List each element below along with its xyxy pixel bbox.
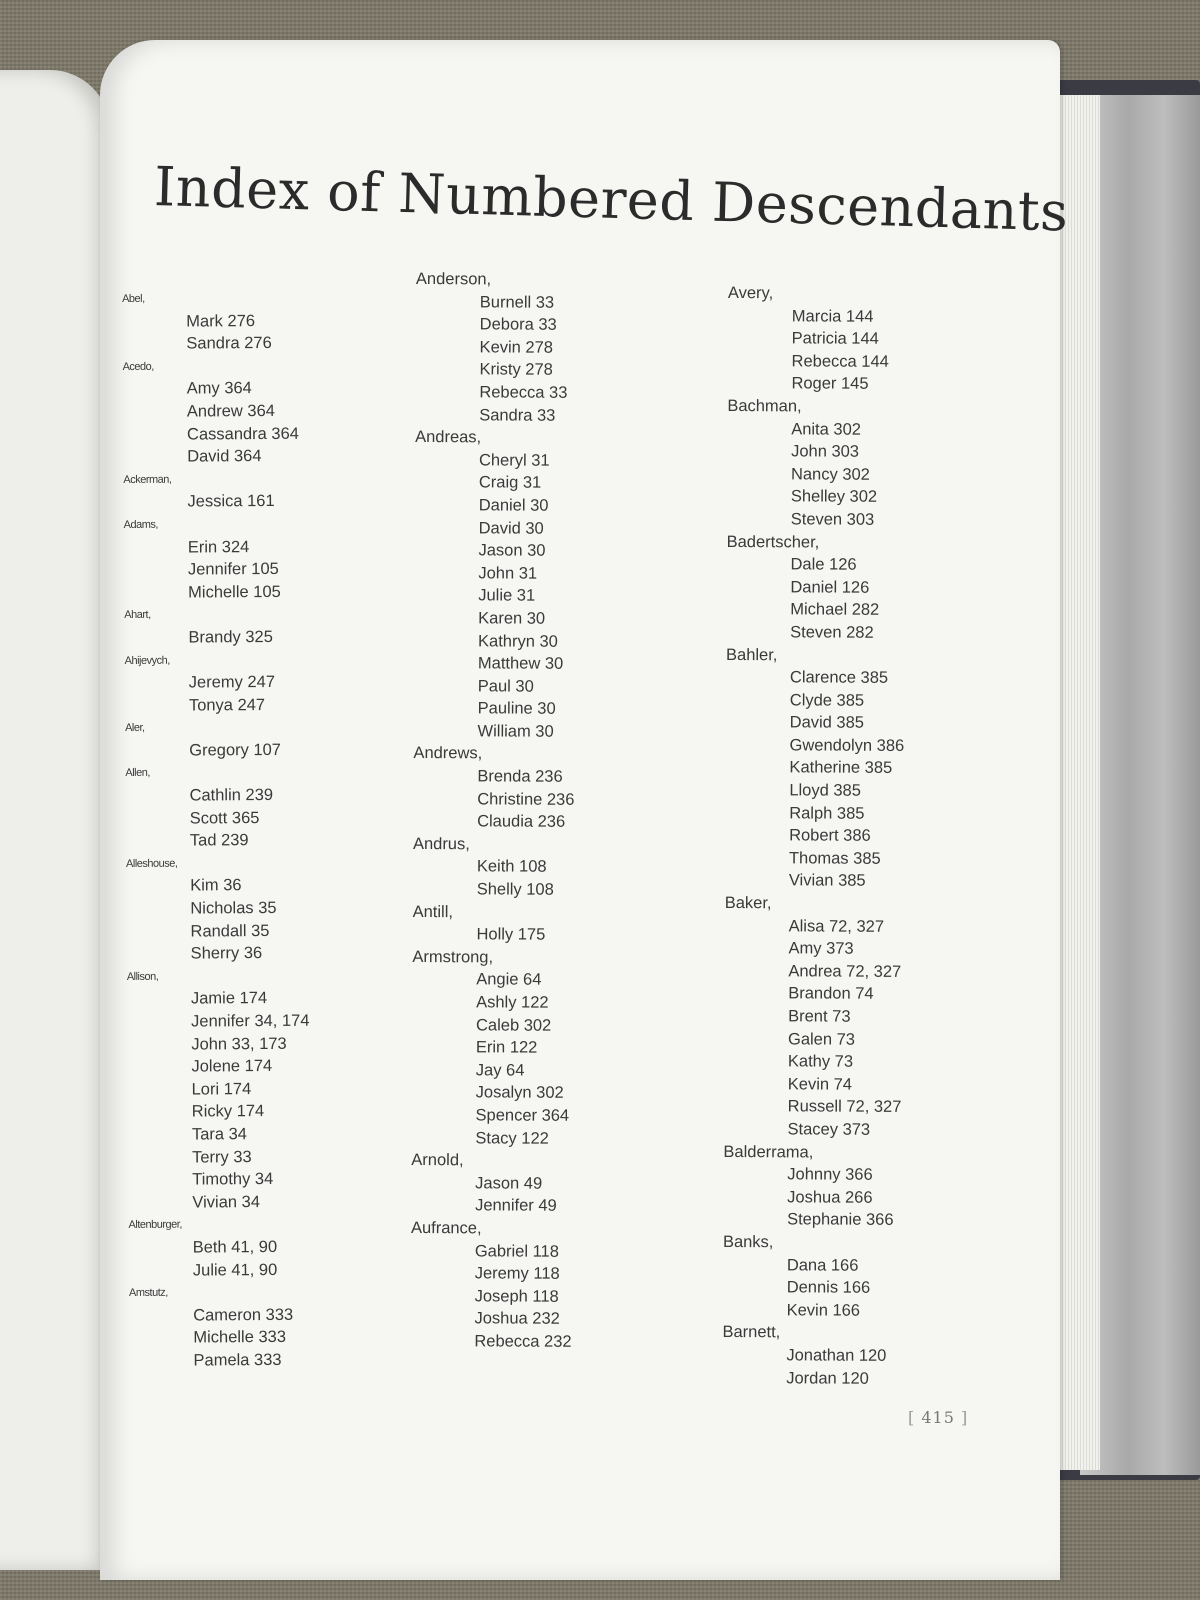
surname-heading: Aler, — [125, 722, 145, 735]
given-name-entry: Rebecca 144 — [791, 352, 889, 371]
given-name-entry: Daniel 126 — [790, 578, 870, 597]
given-name-entry: Jason 30 — [478, 541, 546, 560]
given-names-list — [413, 855, 574, 901]
given-name-entry: Joseph 118 — [474, 1287, 559, 1306]
index-entry — [125, 716, 308, 762]
index-column-3 — [722, 282, 906, 1390]
given-name-entry: Rebecca 33 — [479, 383, 568, 402]
given-name-entry: Andrew 364 — [186, 401, 275, 421]
given-name-entry: Gabriel 118 — [474, 1241, 559, 1261]
given-name-entry: Kevin 278 — [479, 338, 554, 357]
given-name-entry: Randall 35 — [190, 921, 270, 941]
given-name-entry: John 33, 173 — [191, 1034, 287, 1054]
given-name-entry: Nancy 302 — [790, 465, 870, 484]
given-name-entry: David 30 — [478, 518, 544, 538]
surname-heading: Banks, — [722, 1232, 774, 1252]
given-name-entry: Anita 302 — [791, 419, 862, 439]
index-entry — [413, 742, 575, 833]
given-name-entry: Jolene 174 — [191, 1057, 273, 1076]
given-name-entry: Daniel 30 — [478, 496, 549, 515]
given-names-list — [127, 987, 311, 1214]
surname-heading: Balderrama, — [723, 1142, 814, 1162]
given-name-entry: Jeremy 118 — [474, 1264, 560, 1283]
surname-heading: Avery, — [727, 283, 774, 303]
surname-heading: Anderson, — [415, 269, 492, 289]
given-name-entry: Steven 282 — [790, 623, 874, 642]
given-names-list — [413, 765, 575, 834]
index-entry — [411, 1149, 573, 1218]
given-names-list — [726, 553, 905, 644]
given-name-entry: Caleb 302 — [475, 1015, 552, 1035]
given-name-entry: Mark 276 — [186, 311, 256, 331]
given-name-entry: Josalyn 302 — [475, 1083, 564, 1103]
given-name-entry: Jennifer 34, 174 — [191, 1011, 310, 1031]
given-names-list — [415, 291, 577, 427]
index-entry — [128, 1213, 311, 1282]
given-name-entry: Jessica 161 — [187, 492, 275, 511]
given-name-entry: Dale 126 — [790, 555, 857, 574]
given-names-list — [414, 449, 577, 744]
given-names-list — [129, 1236, 312, 1282]
given-name-entry: David 385 — [789, 713, 865, 732]
surname-heading: Alleshouse, — [125, 857, 178, 870]
given-name-entry: Michelle 105 — [188, 582, 281, 602]
surname-heading: Bahler, — [726, 645, 778, 664]
given-name-entry: Kathy 73 — [787, 1052, 854, 1071]
given-name-entry: Gregory 107 — [189, 740, 282, 760]
index-entry — [722, 1321, 901, 1390]
given-name-entry: Clyde 385 — [789, 691, 865, 710]
given-name-entry: Marcia 144 — [791, 306, 874, 326]
given-name-entry: Thomas 385 — [788, 849, 881, 868]
given-name-entry: Jordan 120 — [786, 1368, 869, 1388]
given-names-list — [725, 666, 905, 893]
index-column-1 — [122, 287, 312, 1373]
index-entry — [123, 467, 306, 513]
index-entry — [124, 513, 307, 605]
surname-heading: Antill, — [412, 902, 454, 921]
given-name-entry: Dana 166 — [786, 1255, 859, 1275]
given-name-entry: Rebecca 232 — [474, 1332, 572, 1351]
index-entry — [125, 761, 308, 853]
given-name-entry: Jennifer 105 — [187, 560, 279, 579]
surname-heading: Ackerman, — [123, 473, 172, 486]
given-name-entry: Ricky 174 — [191, 1102, 265, 1121]
given-name-entry: Brandon 74 — [788, 984, 874, 1004]
given-name-entry: Dennis 166 — [786, 1278, 871, 1297]
given-name-entry: Angie 64 — [476, 970, 542, 990]
given-name-entry: Sandra 33 — [479, 405, 556, 425]
index-entry — [125, 648, 308, 717]
index-entry — [727, 282, 906, 396]
given-name-entry: Scott 365 — [189, 808, 260, 828]
given-name-entry: John 303 — [791, 442, 860, 461]
given-name-entry: David 364 — [187, 447, 262, 466]
page-number-value: 415 — [921, 1408, 955, 1427]
given-name-entry: Brandy 325 — [188, 627, 273, 647]
given-name-entry: William 30 — [477, 722, 554, 741]
given-name-entry: Jonathan 120 — [786, 1346, 887, 1365]
given-name-entry: Keith 108 — [476, 857, 547, 877]
given-name-entry: Nicholas 35 — [190, 898, 277, 918]
given-name-entry: Michelle 333 — [193, 1328, 287, 1347]
given-name-entry: Ashly 122 — [476, 993, 549, 1012]
page-title: Index of Numbered Descendants — [153, 155, 1070, 244]
given-name-entry: Cameron 333 — [193, 1305, 294, 1325]
surname-heading: Aufrance, — [410, 1218, 482, 1238]
given-name-entry: Holly 175 — [476, 925, 546, 944]
given-name-entry: Kristy 278 — [479, 360, 553, 380]
given-name-entry: Timothy 34 — [192, 1170, 274, 1189]
given-name-entry: Amy 364 — [186, 379, 252, 398]
given-name-entry: Brent 73 — [788, 1007, 851, 1026]
given-name-entry: Andrea 72, 327 — [788, 962, 902, 981]
given-name-entry: Robert 386 — [789, 826, 871, 846]
index-entry — [726, 531, 905, 645]
surname-heading: Ahart, — [124, 609, 151, 622]
index-entry — [411, 946, 573, 1150]
given-names-list — [125, 739, 307, 763]
given-name-entry: Kevin 74 — [787, 1075, 853, 1094]
given-name-entry: Jamie 174 — [190, 989, 268, 1008]
given-name-entry: Jennifer 49 — [475, 1196, 557, 1216]
given-name-entry: Jay 64 — [475, 1061, 525, 1080]
index-entry — [127, 965, 311, 1215]
surname-heading: Abel, — [122, 292, 145, 305]
given-name-entry: Kim 36 — [190, 876, 242, 895]
given-name-entry: Johnny 366 — [787, 1165, 873, 1184]
given-name-entry: Tad 239 — [189, 831, 249, 850]
index-entry — [410, 1217, 572, 1353]
surname-heading: Amstutz, — [128, 1286, 168, 1300]
given-name-entry: Julie 31 — [478, 586, 536, 605]
given-name-entry: Kevin 166 — [786, 1301, 861, 1320]
given-names-list — [125, 784, 308, 853]
given-name-entry: Ralph 385 — [789, 803, 865, 823]
given-name-entry: Joshua 266 — [787, 1188, 873, 1207]
surname-heading: Armstrong, — [412, 947, 494, 967]
given-name-entry: Kathryn 30 — [478, 631, 558, 651]
surname-heading: Bachman, — [727, 396, 802, 416]
surname-heading: Allison, — [126, 970, 159, 983]
given-name-entry: Claudia 236 — [477, 812, 566, 832]
given-name-entry: Paul 30 — [477, 677, 534, 696]
index-entry — [129, 1281, 312, 1373]
given-name-entry: John 31 — [478, 564, 538, 583]
index-entry — [122, 355, 305, 469]
given-name-entry: Russell 72, 327 — [787, 1097, 902, 1117]
given-names-list — [410, 1240, 572, 1354]
given-name-entry: Lloyd 385 — [789, 781, 861, 800]
given-name-entry: Beth 41, 90 — [192, 1237, 278, 1257]
given-name-entry: Matthew 30 — [477, 654, 564, 673]
given-name-entry: Shelly 108 — [476, 880, 554, 899]
given-name-entry: Karen 30 — [478, 609, 546, 628]
given-name-entry: Pauline 30 — [477, 699, 556, 719]
index-entry — [723, 1141, 902, 1232]
given-name-entry: Stacey 373 — [787, 1120, 871, 1139]
given-names-list — [126, 874, 309, 966]
given-name-entry: Gwendolyn 386 — [789, 736, 905, 755]
index-entry — [126, 852, 309, 966]
given-name-entry: Craig 31 — [478, 473, 542, 493]
given-name-entry: Jason 49 — [475, 1174, 543, 1193]
surname-heading: Andreas, — [415, 428, 482, 447]
given-names-list — [723, 1163, 902, 1232]
given-name-entry: Cassandra 364 — [186, 424, 300, 444]
surname-heading: Allen, — [125, 767, 150, 780]
surname-heading: Andrews, — [413, 744, 483, 763]
given-name-entry: Tonya 247 — [188, 695, 266, 715]
given-names-list — [727, 305, 906, 396]
given-name-entry: Katherine 385 — [789, 758, 893, 778]
index-entry — [414, 426, 577, 743]
given-name-entry: Erin 324 — [187, 537, 250, 557]
given-name-entry: Sherry 36 — [190, 944, 263, 963]
given-names-list — [722, 1344, 901, 1390]
given-name-entry: Patricia 144 — [791, 329, 879, 348]
surname-heading: Altenburger, — [128, 1218, 182, 1232]
given-name-entry: Amy 373 — [788, 939, 854, 958]
given-name-entry: Alisa 72, 327 — [788, 916, 885, 936]
index-entry — [415, 268, 577, 427]
given-name-entry: Clarence 385 — [789, 668, 889, 687]
surname-heading: Baker, — [724, 894, 772, 913]
given-name-entry: Jeremy 247 — [188, 673, 276, 692]
given-name-entry: Sandra 276 — [186, 334, 272, 353]
given-name-entry: Erin 122 — [475, 1038, 538, 1057]
surname-heading: Andrus, — [412, 834, 470, 854]
index-entry — [412, 901, 573, 947]
index-entry — [124, 603, 307, 649]
given-names-list — [724, 915, 904, 1142]
given-names-list — [727, 418, 906, 532]
surname-heading: Arnold, — [411, 1151, 464, 1170]
folio-bracket-right: ] — [960, 1408, 969, 1427]
index-entry — [723, 1231, 902, 1322]
given-name-entry: Julie 41, 90 — [192, 1260, 278, 1280]
given-names-list — [411, 968, 573, 1150]
given-name-entry: Terry 33 — [192, 1147, 252, 1167]
given-name-entry: Brenda 236 — [477, 767, 563, 786]
given-name-entry: Spencer 364 — [475, 1106, 570, 1125]
given-name-entry: Shelley 302 — [790, 487, 878, 507]
given-name-entry: Roger 145 — [791, 374, 869, 394]
surname-heading: Ahijevych, — [124, 654, 170, 667]
index-entry — [413, 833, 575, 902]
given-name-entry: Christine 236 — [477, 789, 575, 809]
given-name-entry: Vivian 385 — [788, 871, 866, 891]
index-entry — [725, 643, 905, 892]
surname-heading: Adams, — [123, 518, 158, 531]
given-names-list — [125, 671, 308, 717]
given-name-entry: Pamela 333 — [193, 1350, 282, 1370]
given-name-entry: Galen 73 — [787, 1029, 856, 1049]
folio-bracket-left: [ — [908, 1408, 916, 1427]
index-entry — [727, 395, 906, 531]
given-names-list — [723, 1254, 902, 1323]
given-name-entry: Stephanie 366 — [787, 1210, 894, 1230]
given-name-entry: Burnell 33 — [479, 292, 555, 312]
page-number — [908, 1408, 968, 1427]
given-name-entry: Cheryl 31 — [478, 451, 550, 470]
given-name-entry: Cathlin 239 — [189, 786, 274, 805]
given-names-list — [124, 626, 306, 650]
given-name-entry: Tara 34 — [191, 1125, 248, 1144]
given-names-list — [123, 490, 305, 514]
given-name-entry: Stacy 122 — [475, 1128, 549, 1148]
surname-heading: Barnett, — [722, 1323, 781, 1342]
surname-heading: Badertscher, — [726, 532, 820, 552]
given-names-list — [129, 1303, 312, 1372]
given-name-entry: Michael 282 — [790, 600, 880, 620]
given-names-list — [412, 923, 573, 946]
given-names-list — [411, 1172, 572, 1218]
left-page-edge — [0, 70, 110, 1570]
index-column-2 — [410, 268, 577, 1353]
given-names-list — [122, 309, 305, 355]
index-entry — [122, 287, 305, 356]
surname-heading: Acedo, — [122, 360, 154, 373]
index-entry — [724, 892, 904, 1141]
book-page — [100, 40, 1070, 1580]
given-names-list — [123, 377, 306, 469]
given-name-entry: Joshua 232 — [474, 1309, 560, 1329]
given-name-entry: Debora 33 — [479, 315, 557, 334]
given-name-entry: Steven 303 — [790, 510, 875, 529]
given-name-entry: Lori 174 — [191, 1079, 252, 1099]
given-name-entry: Vivian 34 — [192, 1192, 261, 1212]
given-names-list — [124, 535, 307, 604]
